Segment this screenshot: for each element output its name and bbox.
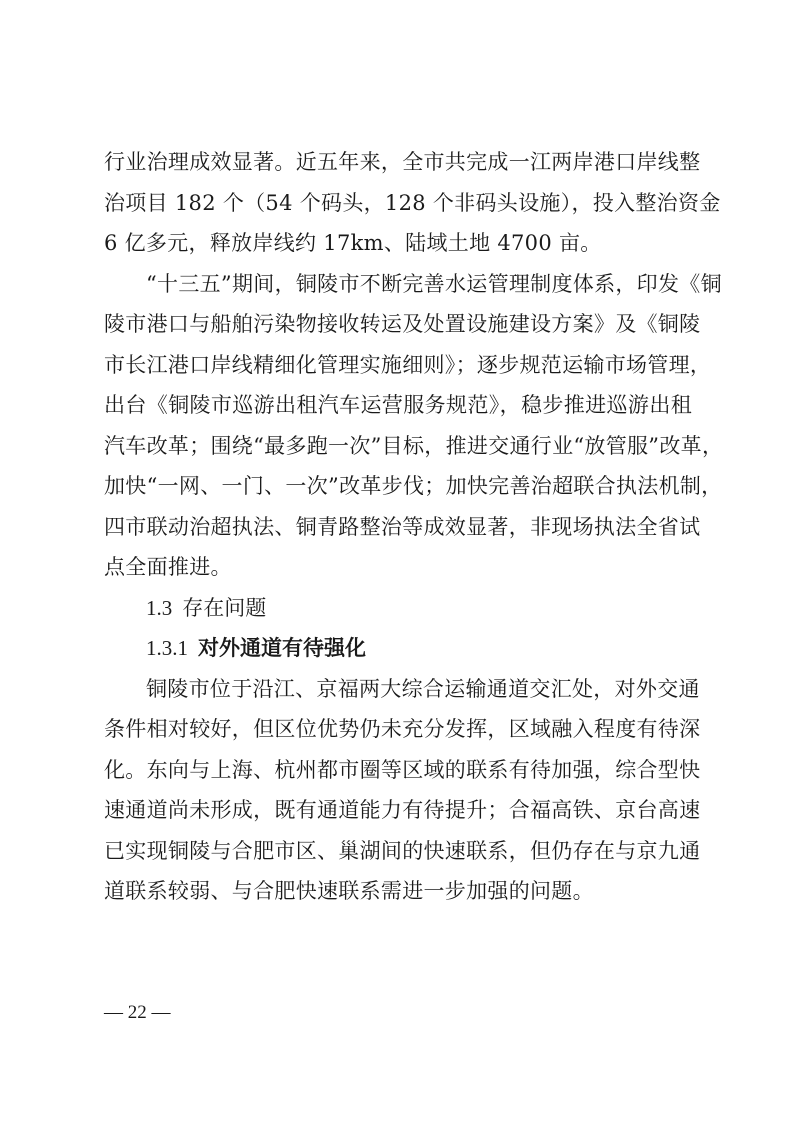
- paragraph-line: 四市联动治超执法、铜青路整治等成效显著，非现场执法全省试: [104, 514, 701, 539]
- paragraph-line: 化。东向与上海、杭州都市圈等区域的联系有待加强，综合型快: [104, 757, 701, 782]
- page-number: — 22 —: [104, 1002, 171, 1023]
- paragraph-line: 出台《铜陵市巡游出租汽车运营服务规范》，稳步推进巡游出租: [104, 393, 692, 417]
- paragraph-line: 条件相对较好，但区位优势仍未充分发挥，区域融入程度有待深: [104, 717, 701, 741]
- paragraph-line: 市长江港口岸线精细化管理实施细则》；逐步规范运输市场管理，: [104, 352, 712, 377]
- section-number: 1.3: [146, 595, 173, 620]
- document-body: [104, 142, 724, 912]
- paragraph-line: 速通道尚未形成，既有通道能力有待提升；合福高铁、京台高速: [104, 798, 701, 822]
- paragraph-line: 点全面推进。: [104, 555, 232, 579]
- subsection-number: 1.3.1: [146, 636, 188, 660]
- paragraph-line: 汽车改革；围绕“最多跑一次”目标，推进交通行业“放管服”改革，: [104, 433, 724, 458]
- section-heading-1-3-1: [104, 628, 692, 669]
- paragraph-2: [104, 264, 724, 588]
- subsection-title: 对外通道有待强化: [198, 636, 366, 660]
- paragraph-line: 加快“一网、一门、一次”改革步伐；加快完善治超联合执法机制，: [104, 474, 723, 498]
- paragraph-line: “十三五”期间，铜陵市不断完善水运管理制度体系，印发《铜: [146, 271, 722, 296]
- paragraph-line: 6 亿多元，释放岸线约 17km、陆域土地 4700 亩。: [104, 231, 602, 255]
- paragraph-line: 道联系较弱、与合肥快速联系需进一步加强的问题。: [104, 879, 594, 903]
- paragraph-1: [104, 142, 721, 264]
- paragraph-line: 治项目 182 个（54 个码头，128 个非码头设施），投入整治资金: [104, 190, 721, 215]
- paragraph-line: 行业治理成效显著。近五年来，全市共完成一江两岸港口岸线整: [104, 150, 701, 174]
- paragraph-line: 陵市港口与船舶污染物接收转运及处置设施建设方案》及《铜陵: [104, 312, 701, 336]
- section-title: 存在问题: [182, 595, 267, 620]
- paragraph-line: 铜陵市位于沿江、京福两大综合运输通道交汇处，对外交通: [146, 676, 700, 701]
- section-heading-1-3: [104, 588, 692, 629]
- paragraph-3: [104, 669, 701, 912]
- paragraph-line: 已实现铜陵与合肥市区、巢湖间的快速联系，但仍存在与京九通: [104, 838, 701, 863]
